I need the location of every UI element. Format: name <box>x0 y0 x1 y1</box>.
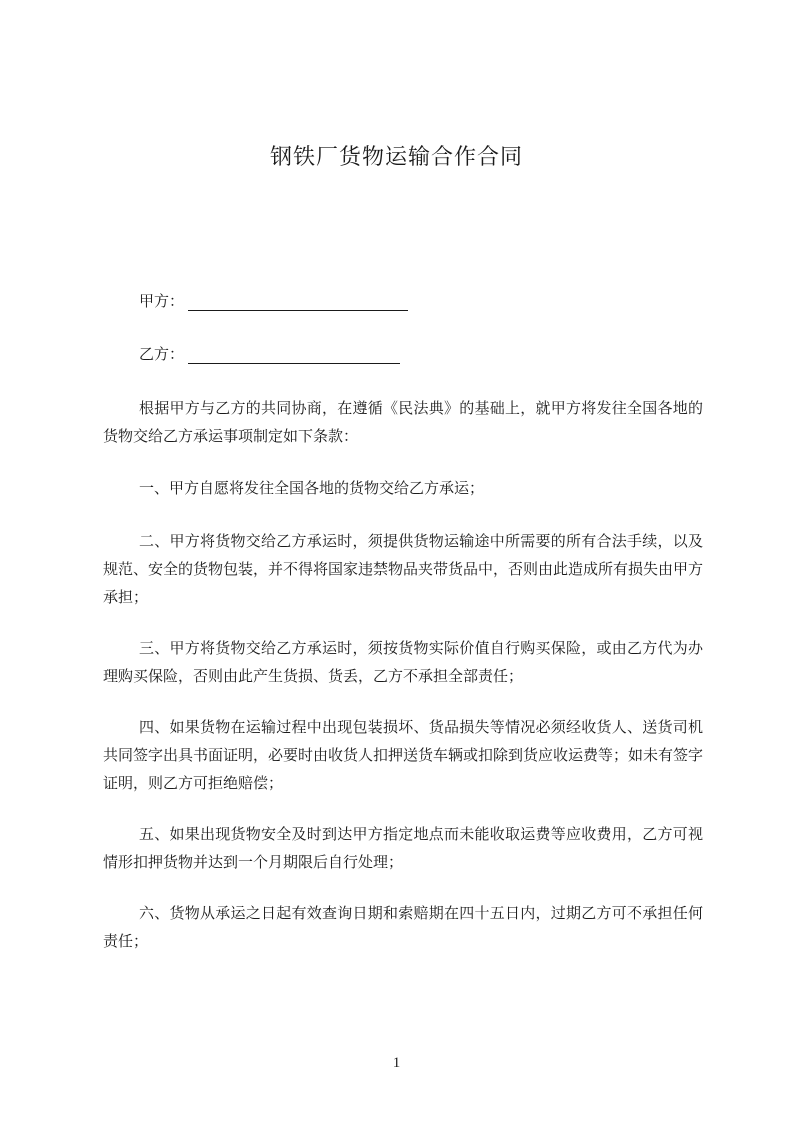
party-a-label: 甲方： <box>139 292 185 310</box>
party-a-field <box>139 289 408 311</box>
party-b-field <box>139 342 400 364</box>
intro-paragraph: 根据甲方与乙方的共同协商，在遵循《民法典》的基础上，就甲方将发往全国各地的货物交给乙方承运事项制定如下条款： <box>103 399 703 445</box>
clause-5: 五、如果出现货物安全及时到达甲方指定地点而未能收取运费等应收费用，乙方可视情形扣押货物并达到一个月期限后自行处理； <box>103 825 703 871</box>
party-b-label: 乙方： <box>139 345 185 363</box>
clause-6: 六、货物从承运之日起有效查询日期和索赔期在四十五日内，过期乙方可不承担任何责任； <box>103 904 703 950</box>
party-a-blank-line <box>188 294 408 311</box>
page-number: 1 <box>392 1055 401 1071</box>
clause-3: 三、甲方将货物交给乙方承运时，须按货物实际价值自行购买保险，或由乙方代为办理购买保险，否则由此产生货损、货丢，乙方不承担全部责任； <box>103 639 703 685</box>
clause-2: 二、甲方将货物交给乙方承运时，须提供货物运输途中所需要的所有合法手续，以及规范、安全的货物包装，并不得将国家违禁物品夹带货品中，否则由此造成所有损失由甲方承担； <box>103 532 704 606</box>
clause-4: 四、如果货物在运输过程中出现包装损坏、货品损失等情况必须经收货人、送货司机共同签字出具书面证明，必要时由收货人扣押送货车辆或扣除到货应收运费等；如未有签字证明，则乙方可拒绝赔偿； <box>103 718 704 792</box>
page-title: 钢铁厂货物运输合作合同 <box>269 145 523 170</box>
party-b-blank-line <box>188 347 400 364</box>
clause-1: 一、甲方自愿将发往全国各地的货物交给乙方承运； <box>139 479 485 497</box>
